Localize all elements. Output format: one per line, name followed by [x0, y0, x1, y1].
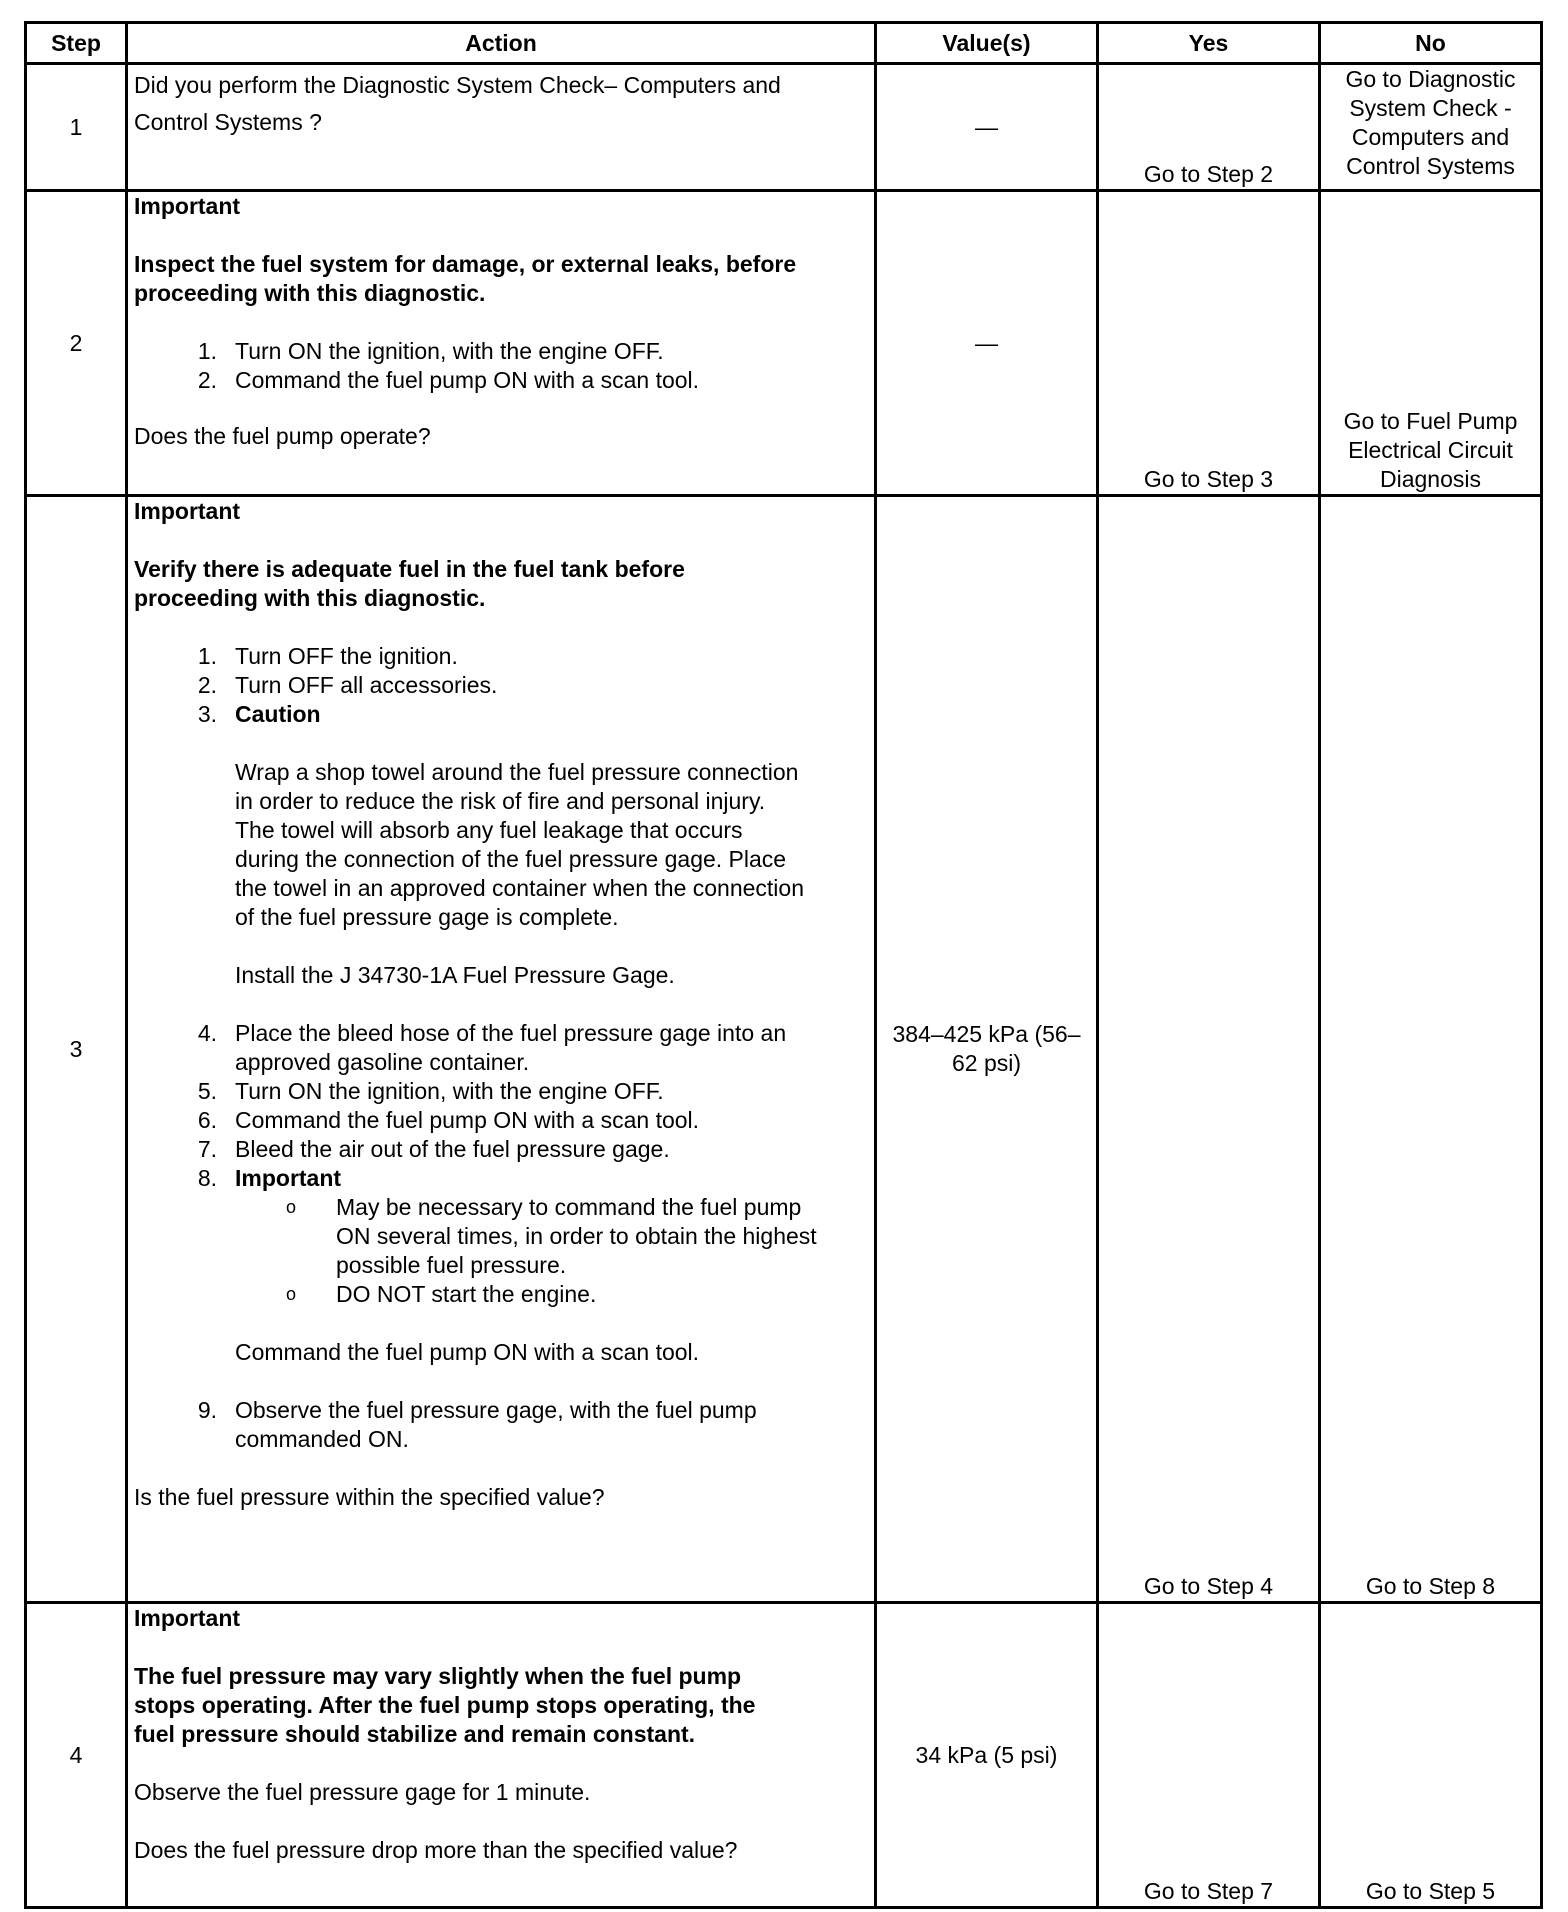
no-text: Go to Fuel Pump [1343, 408, 1518, 434]
important-text: fuel pressure should stabilize and remain constant. [134, 1721, 696, 1747]
important-heading: Important [134, 193, 241, 219]
important-heading: Important [134, 498, 241, 524]
table-row-step-1 [26, 64, 1542, 191]
install-text: Install the J 34730-1A Fuel Pressure Gage. [235, 962, 675, 988]
list-item: 1. Turn OFF the ignition. [197, 643, 458, 669]
header-no: No [1320, 23, 1542, 64]
table-row-step-4 [26, 1603, 1542, 1908]
table-row-step-2 [26, 191, 1542, 496]
no-text: Diagnosis [1380, 466, 1481, 492]
step-number: 1 [26, 64, 127, 191]
value-cell [876, 496, 1098, 1603]
important-heading: Important [134, 1605, 241, 1631]
important-text: The fuel pressure may vary slightly when the fuel pump [134, 1663, 742, 1689]
important-text: stops operating. After the fuel pump stops operating, the [134, 1692, 756, 1718]
no-cell [1320, 64, 1542, 191]
no-text: Control Systems [1346, 153, 1515, 179]
no-cell [1320, 191, 1542, 496]
table-row-step-3 [26, 496, 1542, 1603]
value-text: 62 psi) [951, 1050, 1022, 1076]
procedure-list [134, 337, 868, 395]
step-number: 2 [26, 191, 127, 496]
action-cell [127, 191, 876, 496]
action-text: Did you perform the Diagnostic System Check– Computers and [134, 72, 781, 98]
bullet-item: o DO NOT start the engine. [286, 1281, 597, 1307]
observe-text: Observe the fuel pressure gage for 1 minute. [134, 1779, 591, 1805]
action-cell [127, 64, 876, 191]
header-action: Action [127, 23, 876, 64]
list-item: 9. Observe the fuel pressure gage, with the fuel pump commanded ON. [197, 1397, 757, 1452]
command-text: Command the fuel pump ON with a scan tool. [235, 1339, 700, 1365]
yes-cell: Go to Step 4 [1098, 496, 1320, 1603]
question-text: Does the fuel pressure drop more than the specified value? [134, 1837, 738, 1863]
no-cell: Go to Step 5 [1320, 1603, 1542, 1908]
yes-cell: Go to Step 2 [1098, 64, 1320, 191]
no-text: Go to Diagnostic [1345, 66, 1516, 92]
important-text: proceeding with this diagnostic. [134, 585, 486, 611]
value-cell: — [876, 64, 1098, 191]
value-cell: — [876, 191, 1098, 496]
list-item: 6. Command the fuel pump ON with a scan tool. [197, 1107, 700, 1133]
no-text: Electrical Circuit [1348, 437, 1513, 463]
yes-cell: Go to Step 3 [1098, 191, 1320, 496]
important-text: proceeding with this diagnostic. [134, 280, 486, 306]
list-item: 4. Place the bleed hose of the fuel pressure gage into an approved gasoline container. [197, 1020, 787, 1075]
no-text: System Check - [1349, 95, 1512, 121]
header-step: Step [26, 23, 127, 64]
bullet-list [134, 1193, 868, 1309]
important-text: Inspect the fuel system for damage, or external leaks, before [134, 251, 797, 277]
list-item: 8. Important [197, 1165, 342, 1191]
question-text: Is the fuel pressure within the specified value? [134, 1484, 605, 1510]
caution-text: Wrap a shop towel around the fuel pressure connection in order to reduce the risk of fire and personal injury. The towel will absorb any fuel leakage that occurs during the connection of the fuel pressure gage. Place the towel in an approved container when the connection of the fuel pressure gage is complete. [235, 759, 805, 930]
action-cell [127, 496, 876, 1603]
list-item: 2. Turn OFF all accessories. [197, 672, 498, 698]
value-cell: 34 kPa (5 psi) [876, 1603, 1098, 1908]
header-row [26, 23, 1542, 64]
header-values: Value(s) [876, 23, 1098, 64]
procedure-list [134, 1019, 868, 1193]
list-item: 3. Caution [197, 701, 321, 727]
step-number: 4 [26, 1603, 127, 1908]
no-cell: Go to Step 8 [1320, 496, 1542, 1603]
question-text: Does the fuel pump operate? [134, 423, 431, 449]
procedure-list [134, 642, 868, 729]
yes-cell: Go to Step 7 [1098, 1603, 1320, 1908]
step-number: 3 [26, 496, 127, 1603]
header-yes: Yes [1098, 23, 1320, 64]
bullet-item: o May be necessary to command the fuel pump ON several times, in order to obtain the highest possible fuel pressure. [286, 1194, 817, 1278]
value-text: 384–425 kPa (56– [892, 1021, 1081, 1047]
procedure-list [134, 1396, 868, 1454]
no-text: Computers and [1351, 124, 1510, 150]
action-cell [127, 1603, 876, 1908]
list-item: 2. Command the fuel pump ON with a scan tool. [197, 367, 700, 393]
list-item: 7. Bleed the air out of the fuel pressure gage. [197, 1136, 670, 1162]
list-item: 5. Turn ON the ignition, with the engine OFF. [197, 1078, 664, 1104]
list-item: 1. Turn ON the ignition, with the engine OFF. [197, 338, 664, 364]
important-text: Verify there is adequate fuel in the fuel tank before [134, 556, 685, 582]
action-text: Control Systems ? [134, 109, 322, 135]
diagnostic-table [24, 21, 1543, 1909]
